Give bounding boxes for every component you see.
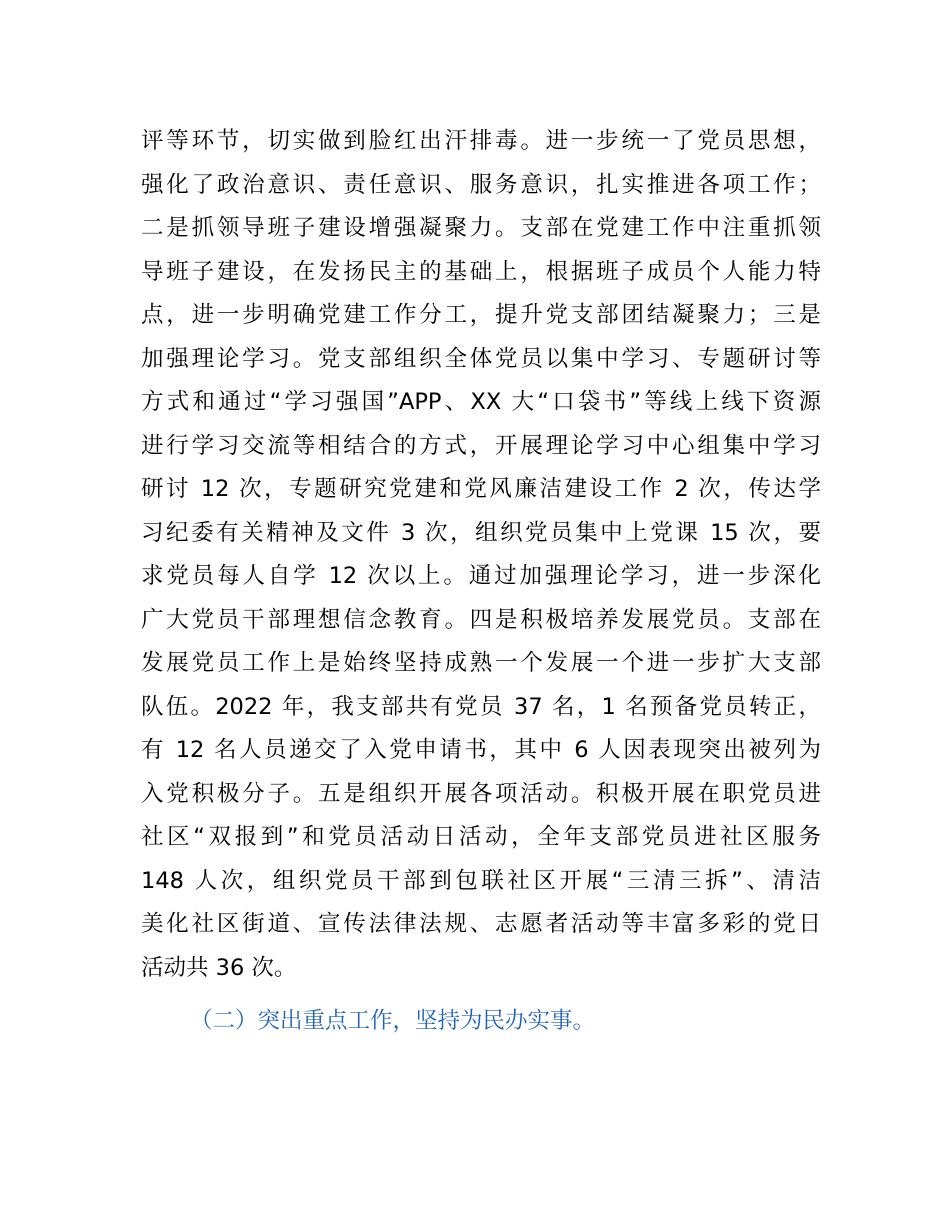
- paragraph-line: 研讨 12 次，专题研究党建和党风廉洁建设工作 2 次，传达学: [141, 476, 821, 502]
- section-heading: （二）突出重点工作，坚持为民办实事。: [190, 1008, 596, 1034]
- paragraph-line: 加强理论学习。党支部组织全体党员以集中学习、专题研讨等: [141, 345, 821, 372]
- paragraph-line: 有 12 名人员递交了入党申请书，其中 6 人因表现突出被列为: [141, 737, 821, 763]
- paragraph-line: 社区“双报到”和党员活动日活动，全年支部党员进社区服务: [141, 824, 821, 850]
- paragraph-line: 习纪委有关精神及文件 3 次，组织党员集中上党课 15 次，要: [141, 519, 821, 546]
- paragraph-line: 队伍。2022 年，我支部共有党员 37 名，1 名预备党员转正，: [141, 693, 821, 720]
- paragraph-line: 进行学习交流等相结合的方式，开展理论学习中心组集中学习: [141, 432, 821, 459]
- paragraph-line: 广大党员干部理想信念教育。四是积极培养发展党员。支部在: [141, 606, 821, 633]
- paragraph-line: 方式和通过“学习强国”APP、XX 大“口袋书”等线上线下资源: [141, 389, 821, 415]
- paragraph-line: 148 人次，组织党员干部到包联社区开展“三清三拆”、清洁: [141, 867, 821, 894]
- paragraph-line: 点，进一步明确党建工作分工，提升党支部团结凝聚力；三是: [141, 302, 821, 328]
- paragraph-line: 导班子建设，在发扬民主的基础上，根据班子成员个人能力特: [141, 258, 821, 285]
- body-paragraph: [141, 120, 821, 990]
- paragraph-line: 美化社区街道、宣传法律法规、志愿者活动等丰富多彩的党日: [141, 911, 821, 937]
- paragraph-line: 二是抓领导班子建设增强凝聚力。支部在党建工作中注重抓领: [141, 215, 821, 241]
- paragraph-line: 入党积极分子。五是组织开展各项活动。积极开展在职党员进: [141, 780, 821, 807]
- paragraph-line: 发展党员工作上是始终坚持成熟一个发展一个进一步扩大支部: [141, 650, 821, 676]
- paragraph-line: 评等环节，切实做到脸红出汗排毒。进一步统一了党员思想，: [141, 128, 821, 154]
- paragraph-line: 活动共 36 次。: [141, 954, 297, 981]
- paragraph-line: 强化了政治意识、责任意识、服务意识，扎实推进各项工作；: [141, 171, 821, 198]
- paragraph-line: 求党员每人自学 12 次以上。通过加强理论学习，进一步深化: [141, 563, 821, 589]
